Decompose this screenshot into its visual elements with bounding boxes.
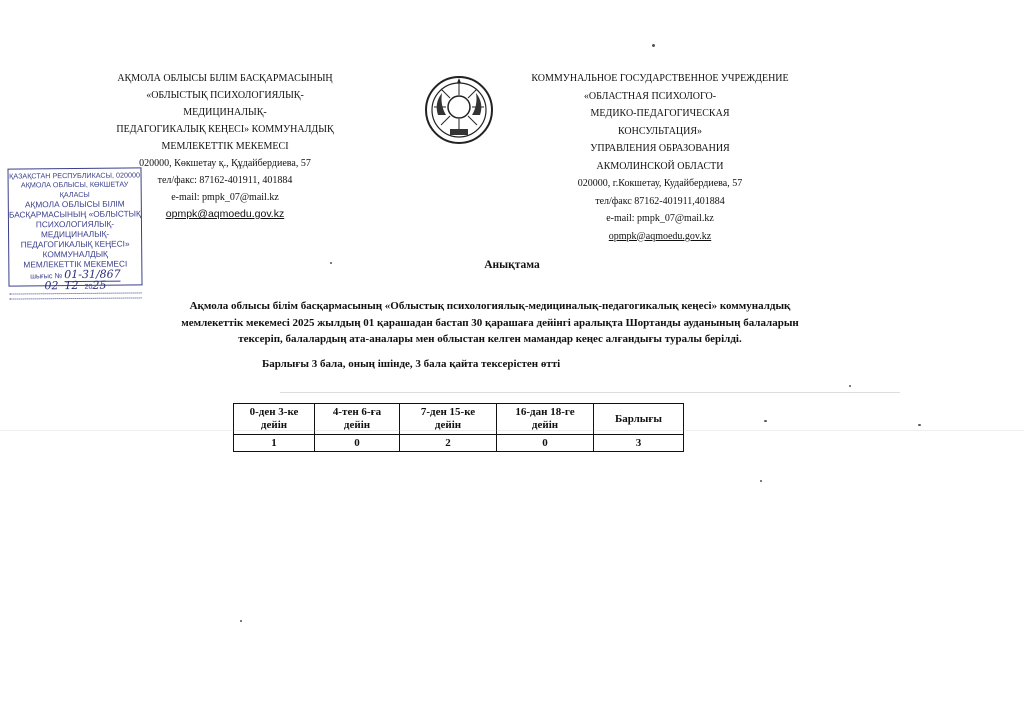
scan-speck — [760, 480, 762, 482]
scan-speck — [918, 424, 921, 426]
stamp-line: ПСИХОЛОГИЯЛЫҚ- — [35, 218, 115, 230]
stamp-line: МЕМЛЕКЕТТІК МЕКЕМЕСІ — [23, 258, 128, 270]
email: e-mail: pmpk_07@mail.kz — [171, 192, 279, 203]
stamp-line: БАСҚАРМАСЫНЫҢ «ОБЛЫСТЫҚ — [8, 208, 141, 220]
table-cell: 2 — [400, 435, 497, 452]
document-title: Анықтама — [484, 259, 540, 271]
address: 020000, Көкшетау қ., Құдайбердиева, 57 — [139, 158, 311, 169]
address: 020000, г.Кокшетау, Кудайбердиева, 57 — [577, 178, 743, 189]
header-cell-line: дейін — [434, 419, 462, 431]
stamp-date-day: 02 — [44, 278, 59, 292]
scan-artifact-line — [280, 392, 900, 393]
stamp-number-value: 01-31/867 — [64, 267, 121, 282]
org-name-line: МЕДИКО-ПЕДАГОГИЧЕСКАЯ — [590, 108, 730, 119]
org-name-line: МЕМЛЕКЕТТІК МЕКЕМЕСІ — [161, 141, 289, 152]
org-name-line: «ОБЛЫСТЫҚ ПСИХОЛОГИЯЛЫҚ- — [146, 90, 304, 101]
scan-speck — [764, 420, 767, 422]
org-name-line: ПЕДАГОГИКАЛЫҚ КЕҢЕСІ» КОММУНАЛДЫҚ — [116, 124, 334, 135]
stamp-date-year-suffix: 25 — [92, 278, 107, 292]
table-row — [234, 435, 684, 452]
scan-speck — [330, 262, 332, 264]
paragraph-line: тексеріп, балалардың ата-аналары мен облыстан келген мамандар кеңес алғандығы туралы берілді. — [238, 333, 742, 345]
document-paragraph — [130, 298, 850, 348]
org-name-line: АҚМОЛА ОБЛЫСЫ БІЛІМ БАСҚАРМАСЫНЫҢ — [117, 73, 333, 84]
org-name-line: МЕДИЦИНАЛЫҚ- — [183, 107, 267, 118]
header-cell-line: 4-тен 6-ға — [332, 406, 382, 418]
scan-speck — [849, 385, 851, 387]
phone: тел/факс 87162-401911,401884 — [595, 195, 725, 207]
stamp-line: МЕДИЦИНАЛЫҚ- — [40, 228, 110, 240]
header-cell-line: 7-ден 15-ке — [420, 406, 476, 418]
header-right-ru — [520, 70, 800, 245]
stamp-date-month: 12 — [64, 278, 79, 292]
paragraph-line: мемлекеттік мекемесі 2025 жылдың 01 қарашадан бастап 30 қарашаға дейінгі аралықта Шортанды ауданының балаларын — [181, 316, 799, 329]
paragraph-line: Ақмола облысы білім басқармасының «Облыстық психологиялық-медициналық-педагогикалық кеңесі» коммуналдық — [189, 300, 791, 312]
header-cell-line: дейін — [343, 419, 371, 431]
header-cell-line: 16-дан 18-ге — [515, 406, 575, 418]
table-cell: 0 — [315, 435, 400, 452]
website-link[interactable]: opmpk@aqmoedu.gov.kz — [165, 208, 285, 220]
header-cell-line: 0-ден 3-ке — [249, 406, 299, 418]
state-emblem-icon — [424, 75, 494, 145]
stamp-line: ПЕДАГОГИКАЛЫҚ КЕҢЕСІ» — [20, 238, 130, 250]
website-link[interactable]: opmpk@aqmoedu.gov.kz — [608, 230, 712, 242]
org-name-line: УПРАВЛЕНИЯ ОБРАЗОВАНИЯ — [590, 143, 730, 154]
table-cell: 0 — [497, 435, 594, 452]
scan-speck — [240, 620, 242, 622]
age-group-table — [233, 403, 684, 452]
phone: тел/факс: 87162-401911, 401884 — [157, 175, 293, 186]
table-cell: 1 — [234, 435, 315, 452]
header-cell-line: дейін — [531, 419, 559, 431]
stamp-line: КОММУНАЛДЫҚ — [42, 248, 108, 260]
org-name-line: «ОБЛАСТНАЯ ПСИХОЛОГО- — [583, 90, 717, 102]
scan-artifact-line — [0, 430, 1024, 431]
scan-speck — [652, 44, 655, 47]
header-cell-line: Барлығы — [615, 412, 662, 425]
table-cell: 3 — [594, 435, 684, 452]
org-name-line: АКМОЛИНСКОЙ ОБЛАСТИ — [596, 160, 724, 172]
header-cell-line: дейін — [260, 419, 288, 431]
org-name-line: КОНСУЛЬТАЦИЯ» — [617, 125, 703, 137]
email: e-mail: pmpk_07@mail.kz — [606, 213, 714, 224]
stamp-line: АҚМОЛА ОБЛЫСЫ БІЛІМ — [24, 198, 125, 210]
stamp-date-year-prefix: 20 — [84, 281, 93, 291]
stamp-line: АҚМОЛА ОБЛЫСЫ, КӨКШЕТАУ ҚАЛАСЫ — [20, 179, 129, 199]
stamp-ornament — [10, 292, 142, 299]
stamp-number-label: шығыс № — [30, 271, 63, 281]
stamp-line: ҚАЗАҚСТАН РЕСПУБЛИКАСЫ, 020000 — [9, 170, 140, 181]
org-name-line: КОММУНАЛЬНОЕ ГОСУДАРСТВЕННОЕ УЧРЕЖДЕНИЕ — [531, 73, 789, 84]
stamp-date-row — [9, 280, 141, 292]
total-summary: Барлығы 3 бала, оның ішінде, 3 бала қайта тексерістен өтті — [262, 358, 561, 370]
